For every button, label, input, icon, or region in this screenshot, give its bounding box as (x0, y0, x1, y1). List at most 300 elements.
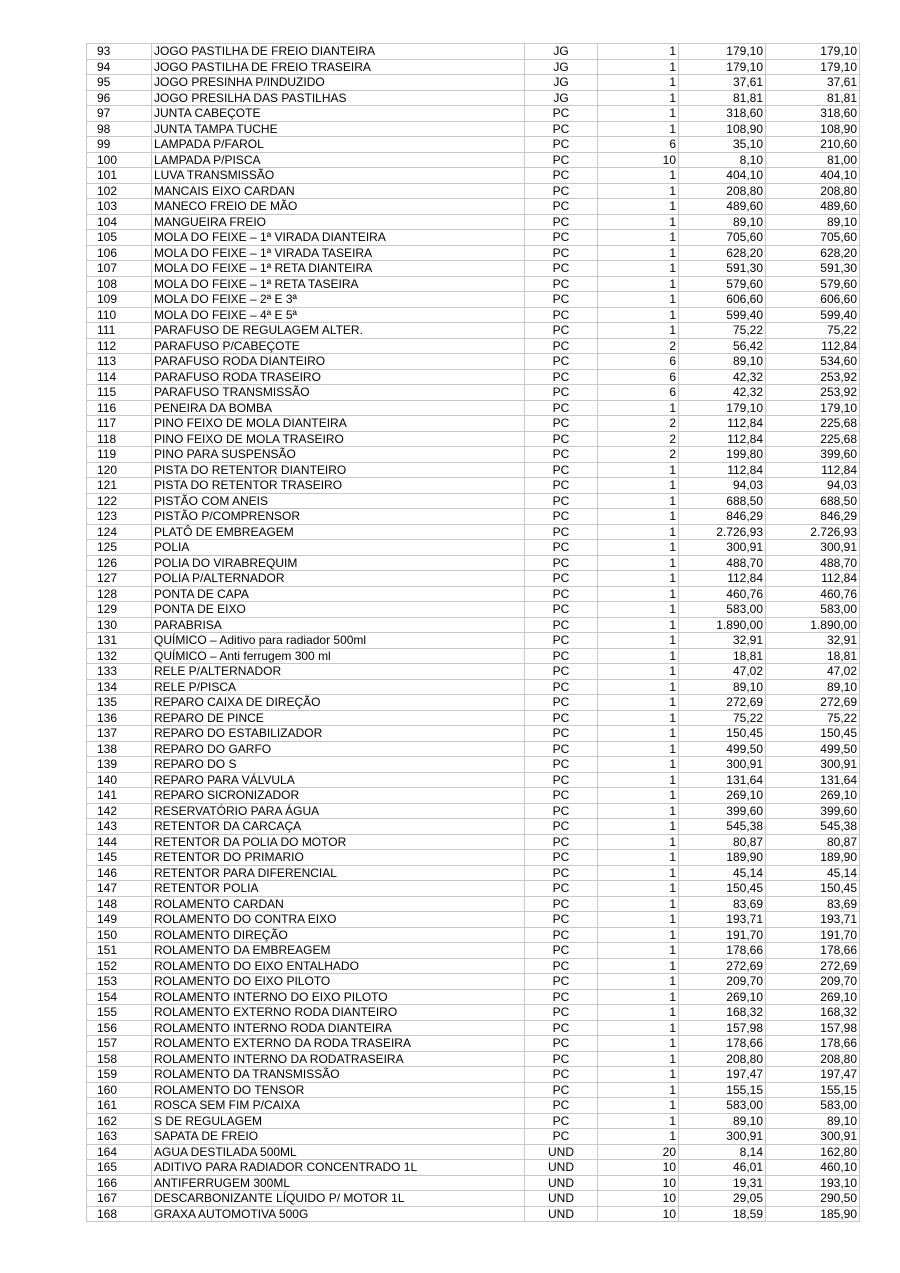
item-number: 136 (87, 710, 152, 726)
item-number: 134 (87, 679, 152, 695)
item-description: GRAXA AUTOMOTIVA 500G (152, 1206, 525, 1222)
item-quantity: 6 (598, 354, 679, 370)
item-unit: PC (525, 1129, 598, 1145)
table-row (87, 354, 860, 370)
table-row (87, 757, 860, 773)
item-quantity: 20 (598, 1144, 679, 1160)
item-quantity: 2 (598, 416, 679, 432)
item-unit-price: 19,31 (679, 1175, 766, 1191)
item-unit-price: 46,01 (679, 1160, 766, 1176)
item-number: 115 (87, 385, 152, 401)
item-unit-price: 583,00 (679, 1098, 766, 1114)
item-quantity: 1 (598, 509, 679, 525)
item-number: 168 (87, 1206, 152, 1222)
item-unit: PC (525, 1020, 598, 1036)
item-unit: UND (525, 1191, 598, 1207)
item-unit: PC (525, 307, 598, 323)
table-row (87, 261, 860, 277)
item-unit: PC (525, 664, 598, 680)
item-total: 108,90 (766, 121, 860, 137)
item-number: 98 (87, 121, 152, 137)
item-total: 150,45 (766, 726, 860, 742)
item-description: REPARO DO ESTABILIZADOR (152, 726, 525, 742)
table-row (87, 369, 860, 385)
item-total: 179,10 (766, 59, 860, 75)
item-unit-price: 193,71 (679, 912, 766, 928)
item-description: RELE P/ALTERNADOR (152, 664, 525, 680)
item-number: 140 (87, 772, 152, 788)
item-quantity: 1 (598, 555, 679, 571)
item-number: 105 (87, 230, 152, 246)
item-number: 167 (87, 1191, 152, 1207)
item-total: 75,22 (766, 710, 860, 726)
item-quantity: 1 (598, 1082, 679, 1098)
item-quantity: 1 (598, 214, 679, 230)
item-total: 599,40 (766, 307, 860, 323)
item-number: 162 (87, 1113, 152, 1129)
item-unit: PC (525, 989, 598, 1005)
item-unit-price: 179,10 (679, 400, 766, 416)
item-description: POLIA DO VIRABREQUIM (152, 555, 525, 571)
item-number: 139 (87, 757, 152, 773)
item-total: 300,91 (766, 757, 860, 773)
item-total: 591,30 (766, 261, 860, 277)
item-number: 166 (87, 1175, 152, 1191)
item-number: 100 (87, 152, 152, 168)
item-unit-price: 150,45 (679, 881, 766, 897)
item-description: JOGO PASTILHA DE FREIO TRASEIRA (152, 59, 525, 75)
item-total: 628,20 (766, 245, 860, 261)
item-quantity: 1 (598, 834, 679, 850)
item-total: 253,92 (766, 369, 860, 385)
item-total: 157,98 (766, 1020, 860, 1036)
item-unit: JG (525, 75, 598, 91)
item-number: 165 (87, 1160, 152, 1176)
item-description: REPARO CAIXA DE DIREÇÃO (152, 695, 525, 711)
item-unit-price: 150,45 (679, 726, 766, 742)
item-total: 399,60 (766, 447, 860, 463)
item-description: PARAFUSO RODA TRASEIRO (152, 369, 525, 385)
item-unit-price: 191,70 (679, 927, 766, 943)
item-quantity: 1 (598, 679, 679, 695)
item-unit-price: 488,70 (679, 555, 766, 571)
item-unit: UND (525, 1206, 598, 1222)
item-quantity: 1 (598, 183, 679, 199)
table-row (87, 431, 860, 447)
item-unit-price: 8,10 (679, 152, 766, 168)
table-row (87, 586, 860, 602)
table-row (87, 199, 860, 215)
table-row (87, 1191, 860, 1207)
item-description: RESERVATÓRIO PARA ÁGUA (152, 803, 525, 819)
table-row (87, 540, 860, 556)
item-total: 208,80 (766, 183, 860, 199)
item-total: 89,10 (766, 679, 860, 695)
table-row (87, 896, 860, 912)
item-unit-price: 300,91 (679, 540, 766, 556)
item-unit: PC (525, 400, 598, 416)
item-unit: PC (525, 602, 598, 618)
item-unit-price: 197,47 (679, 1067, 766, 1083)
item-unit-price: 75,22 (679, 710, 766, 726)
item-quantity: 1 (598, 1098, 679, 1114)
item-total: 399,60 (766, 803, 860, 819)
item-quantity: 10 (598, 1175, 679, 1191)
item-unit-price: 705,60 (679, 230, 766, 246)
item-description: ROLAMENTO INTERNO DO EIXO PILOTO (152, 989, 525, 1005)
item-unit-price: 37,61 (679, 75, 766, 91)
item-total: 112,84 (766, 571, 860, 587)
item-unit-price: 688,50 (679, 493, 766, 509)
item-unit-price: 208,80 (679, 1051, 766, 1067)
item-number: 118 (87, 431, 152, 447)
item-unit: PC (525, 633, 598, 649)
item-quantity: 1 (598, 617, 679, 633)
item-quantity: 1 (598, 943, 679, 959)
item-unit: PC (525, 850, 598, 866)
item-number: 161 (87, 1098, 152, 1114)
item-unit: PC (525, 710, 598, 726)
item-total: 18,81 (766, 648, 860, 664)
item-number: 160 (87, 1082, 152, 1098)
item-unit: PC (525, 1067, 598, 1083)
item-description: MOLA DO FEIXE – 1ª VIRADA DIANTEIRA (152, 230, 525, 246)
table-row (87, 865, 860, 881)
item-number: 120 (87, 462, 152, 478)
item-quantity: 2 (598, 338, 679, 354)
item-description: REPARO PARA VÁLVULA (152, 772, 525, 788)
item-quantity: 10 (598, 1160, 679, 1176)
item-quantity: 1 (598, 1020, 679, 1036)
item-unit-price: 199,80 (679, 447, 766, 463)
item-total: 534,60 (766, 354, 860, 370)
item-total: 272,69 (766, 695, 860, 711)
item-quantity: 1 (598, 664, 679, 680)
table-row (87, 478, 860, 494)
item-total: 208,80 (766, 1051, 860, 1067)
item-quantity: 1 (598, 958, 679, 974)
item-description: REPARO DE PINCE (152, 710, 525, 726)
item-quantity: 1 (598, 168, 679, 184)
item-number: 95 (87, 75, 152, 91)
item-unit-price: 272,69 (679, 958, 766, 974)
item-quantity: 1 (598, 1036, 679, 1052)
item-unit-price: 89,10 (679, 1113, 766, 1129)
item-description: QUÍMICO – Aditivo para radiador 500ml (152, 633, 525, 649)
items-table (86, 43, 860, 1222)
item-unit: PC (525, 617, 598, 633)
item-description: RETENTOR DA POLIA DO MOTOR (152, 834, 525, 850)
item-unit-price: 168,32 (679, 1005, 766, 1021)
item-unit: PC (525, 230, 598, 246)
item-description: RETENTOR DA CARCAÇA (152, 819, 525, 835)
item-total: 168,32 (766, 1005, 860, 1021)
table-row (87, 1020, 860, 1036)
item-total: 688,50 (766, 493, 860, 509)
item-quantity: 1 (598, 602, 679, 618)
item-number: 131 (87, 633, 152, 649)
item-total: 75,22 (766, 323, 860, 339)
item-quantity: 1 (598, 881, 679, 897)
item-quantity: 2 (598, 431, 679, 447)
table-row (87, 1051, 860, 1067)
item-unit: PC (525, 912, 598, 928)
item-total: 193,71 (766, 912, 860, 928)
item-quantity: 1 (598, 1113, 679, 1129)
item-total: 846,29 (766, 509, 860, 525)
item-description: PISTA DO RETENTOR DIANTEIRO (152, 462, 525, 478)
item-quantity: 1 (598, 90, 679, 106)
item-quantity: 1 (598, 803, 679, 819)
item-quantity: 1 (598, 493, 679, 509)
item-description: ROLAMENTO DO EIXO PILOTO (152, 974, 525, 990)
item-total: 460,10 (766, 1160, 860, 1176)
item-quantity: 1 (598, 571, 679, 587)
item-unit-price: 2.726,93 (679, 524, 766, 540)
table-row (87, 1067, 860, 1083)
item-unit: PC (525, 431, 598, 447)
item-number: 148 (87, 896, 152, 912)
item-total: 705,60 (766, 230, 860, 246)
item-unit: PC (525, 493, 598, 509)
item-quantity: 1 (598, 1129, 679, 1145)
item-unit: PC (525, 726, 598, 742)
item-unit-price: 628,20 (679, 245, 766, 261)
table-row (87, 90, 860, 106)
item-unit-price: 18,59 (679, 1206, 766, 1222)
item-description: PISTÃO P/COMPRENSOR (152, 509, 525, 525)
item-unit-price: 300,91 (679, 757, 766, 773)
item-unit-price: 89,10 (679, 679, 766, 695)
item-description: ROLAMENTO EXTERNO RODA DIANTEIRO (152, 1005, 525, 1021)
item-total: 179,10 (766, 400, 860, 416)
item-unit: PC (525, 555, 598, 571)
item-unit-price: 56,42 (679, 338, 766, 354)
item-description: ROLAMENTO DO EIXO ENTALHADO (152, 958, 525, 974)
item-total: 112,84 (766, 462, 860, 478)
item-quantity: 1 (598, 927, 679, 943)
item-unit: JG (525, 59, 598, 75)
item-total: 47,02 (766, 664, 860, 680)
item-unit-price: 209,70 (679, 974, 766, 990)
item-unit-price: 155,15 (679, 1082, 766, 1098)
item-description: AGUA DESTILADA 500ML (152, 1144, 525, 1160)
table-row (87, 1005, 860, 1021)
item-total: 269,10 (766, 989, 860, 1005)
item-number: 138 (87, 741, 152, 757)
table-row (87, 323, 860, 339)
item-quantity: 1 (598, 633, 679, 649)
item-unit-price: 108,90 (679, 121, 766, 137)
item-unit-price: 591,30 (679, 261, 766, 277)
item-unit-price: 300,91 (679, 1129, 766, 1145)
item-unit: PC (525, 865, 598, 881)
item-unit: PC (525, 447, 598, 463)
item-number: 109 (87, 292, 152, 308)
item-number: 128 (87, 586, 152, 602)
item-unit: PC (525, 416, 598, 432)
item-number: 144 (87, 834, 152, 850)
item-unit: PC (525, 137, 598, 153)
item-quantity: 1 (598, 245, 679, 261)
item-quantity: 1 (598, 772, 679, 788)
item-quantity: 1 (598, 912, 679, 928)
table-row (87, 695, 860, 711)
table-row (87, 788, 860, 804)
item-total: 89,10 (766, 1113, 860, 1129)
item-description: ROLAMENTO CARDAN (152, 896, 525, 912)
item-unit-price: 399,60 (679, 803, 766, 819)
item-description: ROLAMENTO INTERNO RODA DIANTEIRA (152, 1020, 525, 1036)
item-unit: PC (525, 106, 598, 122)
item-quantity: 1 (598, 850, 679, 866)
item-unit: PC (525, 679, 598, 695)
item-total: 225,68 (766, 431, 860, 447)
item-description: PISTÃO COM ANEIS (152, 493, 525, 509)
item-description: PLATÔ DE EMBREAGEM (152, 524, 525, 540)
item-quantity: 1 (598, 462, 679, 478)
item-description: REPARO DO GARFO (152, 741, 525, 757)
item-description: JOGO PRESINHA P/INDUZIDO (152, 75, 525, 91)
item-description: MOLA DO FEIXE – 2ª E 3ª (152, 292, 525, 308)
item-quantity: 1 (598, 524, 679, 540)
item-unit-price: 42,32 (679, 385, 766, 401)
table-row (87, 385, 860, 401)
item-unit-price: 80,87 (679, 834, 766, 850)
item-description: MANECO FREIO DE MÃO (152, 199, 525, 215)
item-quantity: 1 (598, 865, 679, 881)
item-description: S DE REGULAGEM (152, 1113, 525, 1129)
item-unit-price: 47,02 (679, 664, 766, 680)
item-number: 153 (87, 974, 152, 990)
item-number: 137 (87, 726, 152, 742)
table-row (87, 1160, 860, 1176)
item-description: RETENTOR DO PRIMARIO (152, 850, 525, 866)
item-number: 151 (87, 943, 152, 959)
table-row (87, 106, 860, 122)
item-unit-price: 112,84 (679, 431, 766, 447)
item-description: ROSCA SEM FIM P/CAIXA (152, 1098, 525, 1114)
table-row (87, 447, 860, 463)
item-total: 32,91 (766, 633, 860, 649)
item-unit: JG (525, 90, 598, 106)
item-unit-price: 460,76 (679, 586, 766, 602)
item-description: QUÍMICO – Anti ferrugem 300 ml (152, 648, 525, 664)
item-description: MOLA DO FEIXE – 4ª E 5ª (152, 307, 525, 323)
item-total: 489,60 (766, 199, 860, 215)
item-total: 300,91 (766, 540, 860, 556)
item-unit: UND (525, 1160, 598, 1176)
table-row (87, 710, 860, 726)
item-description: LUVA TRANSMISSÃO (152, 168, 525, 184)
table-row (87, 1144, 860, 1160)
item-number: 93 (87, 44, 152, 60)
item-number: 114 (87, 369, 152, 385)
item-description: SAPATA DE FREIO (152, 1129, 525, 1145)
item-quantity: 6 (598, 385, 679, 401)
item-total: 499,50 (766, 741, 860, 757)
item-unit: PC (525, 121, 598, 137)
item-unit: PC (525, 648, 598, 664)
item-unit: PC (525, 292, 598, 308)
item-total: 579,60 (766, 276, 860, 292)
item-number: 123 (87, 509, 152, 525)
item-unit: PC (525, 276, 598, 292)
item-description: PINO FEIXO DE MOLA DIANTEIRA (152, 416, 525, 432)
item-unit: PC (525, 524, 598, 540)
table-row (87, 664, 860, 680)
item-description: PARAFUSO DE REGULAGEM ALTER. (152, 323, 525, 339)
item-total: 318,60 (766, 106, 860, 122)
item-quantity: 1 (598, 726, 679, 742)
item-quantity: 1 (598, 261, 679, 277)
item-number: 101 (87, 168, 152, 184)
item-quantity: 1 (598, 230, 679, 246)
item-unit: JG (525, 44, 598, 60)
item-description: MOLA DO FEIXE – 1ª RETA DIANTEIRA (152, 261, 525, 277)
item-quantity: 6 (598, 369, 679, 385)
item-description: REPARO SICRONIZADOR (152, 788, 525, 804)
item-description: JOGO PASTILHA DE FREIO DIANTEIRA (152, 44, 525, 60)
item-number: 117 (87, 416, 152, 432)
table-row (87, 555, 860, 571)
item-unit-price: 112,84 (679, 462, 766, 478)
item-total: 150,45 (766, 881, 860, 897)
item-unit: UND (525, 1144, 598, 1160)
item-unit: PC (525, 540, 598, 556)
table-row (87, 137, 860, 153)
item-description: RETENTOR POLIA (152, 881, 525, 897)
table-row (87, 772, 860, 788)
item-unit-price: 318,60 (679, 106, 766, 122)
item-total: 45,14 (766, 865, 860, 881)
table-row (87, 276, 860, 292)
item-total: 272,69 (766, 958, 860, 974)
item-total: 179,10 (766, 44, 860, 60)
item-quantity: 1 (598, 819, 679, 835)
table-row (87, 633, 860, 649)
item-description: ANTIFERRUGEM 300ML (152, 1175, 525, 1191)
item-unit: PC (525, 803, 598, 819)
item-unit: PC (525, 261, 598, 277)
item-total: 209,70 (766, 974, 860, 990)
item-number: 119 (87, 447, 152, 463)
item-quantity: 1 (598, 44, 679, 60)
item-number: 116 (87, 400, 152, 416)
item-total: 80,87 (766, 834, 860, 850)
item-description: LAMPADA P/FAROL (152, 137, 525, 153)
table-row (87, 245, 860, 261)
item-unit-price: 179,10 (679, 44, 766, 60)
item-number: 141 (87, 788, 152, 804)
item-number: 146 (87, 865, 152, 881)
item-description: MANCAIS EIXO CARDAN (152, 183, 525, 199)
item-unit-price: 131,64 (679, 772, 766, 788)
item-unit: PC (525, 338, 598, 354)
item-unit: PC (525, 199, 598, 215)
item-unit-price: 89,10 (679, 354, 766, 370)
item-quantity: 1 (598, 648, 679, 664)
item-unit-price: 208,80 (679, 183, 766, 199)
item-unit-price: 579,60 (679, 276, 766, 292)
item-unit-price: 112,84 (679, 416, 766, 432)
item-unit-price: 489,60 (679, 199, 766, 215)
item-unit-price: 606,60 (679, 292, 766, 308)
table-row (87, 989, 860, 1005)
item-total: 162,80 (766, 1144, 860, 1160)
item-quantity: 1 (598, 741, 679, 757)
item-quantity: 1 (598, 199, 679, 215)
